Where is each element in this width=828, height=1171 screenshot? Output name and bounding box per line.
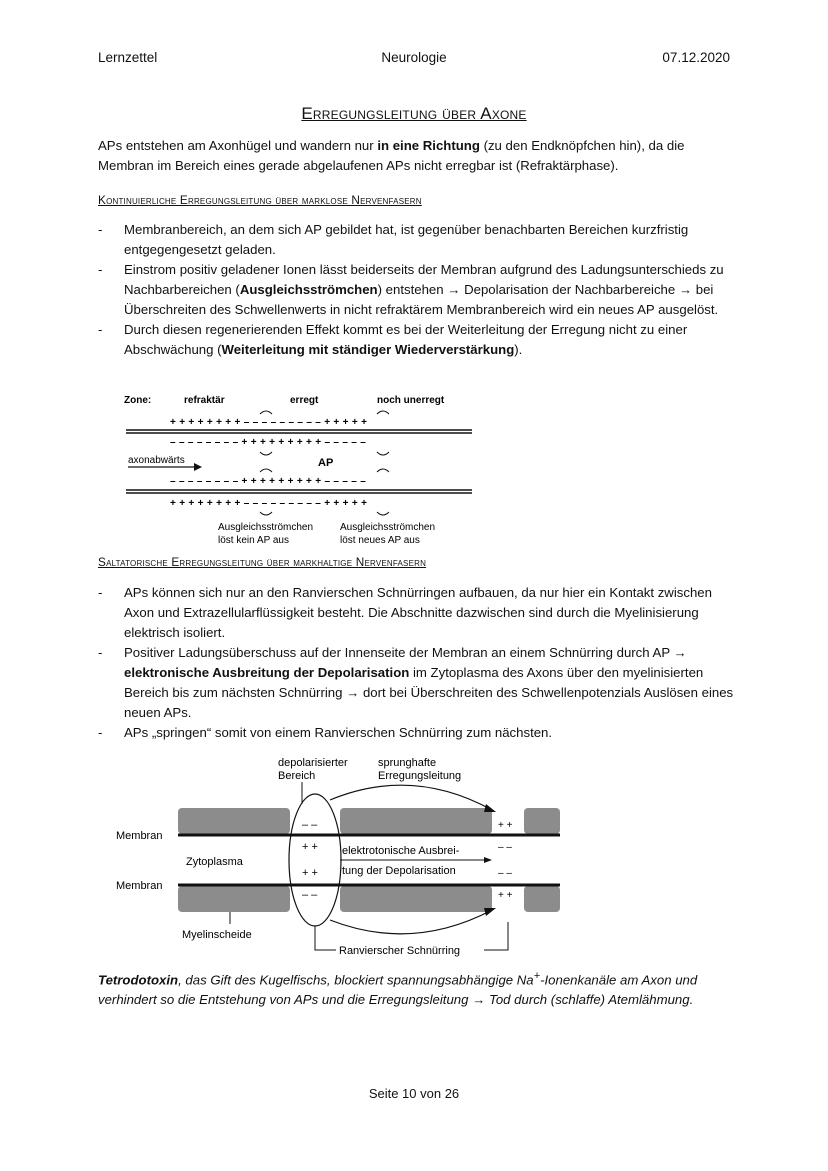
fig1-current-arrow-icon bbox=[260, 512, 272, 515]
fig1-caption-right-2: löst neues AP aus bbox=[340, 535, 420, 546]
item-text: Positiver Ladungsüberschuss auf der Innenseite der Membran an einem Schnürring durch AP → bbox=[124, 645, 687, 660]
item-text: ). bbox=[514, 342, 523, 357]
fig1-charges-outer-top: + + + + + + + + – – – – – – – – – + + + + + bbox=[170, 417, 368, 428]
fig1-current-arrow-icon bbox=[260, 469, 272, 472]
item-text: im Zytoplasma des Axons über den myelinisierten Bereich bis zum nächsten Schnürring → dort bei Überschreiten des Schwellenpotenzials Auslösen eines neuen APs. bbox=[124, 665, 734, 720]
fig1-current-arrow-icon bbox=[260, 411, 272, 414]
fig2-right-charge: + + bbox=[498, 820, 513, 831]
fig1-charges-inner-top: – – – – – – – – + + + + + + + + + – – – – – bbox=[170, 437, 367, 448]
section1-list bbox=[98, 220, 738, 360]
list-item bbox=[98, 583, 738, 643]
fig1-zone-label: Zone: bbox=[124, 395, 152, 406]
fig2-node-charge: – – bbox=[302, 889, 318, 901]
fig1-current-arrow-icon bbox=[377, 512, 389, 515]
fig1-ap-label: AP bbox=[318, 457, 334, 469]
item-text: ) entstehen → Depolarisation der Nachbarbereiche → bei Überschreiten des Schwellenwerts in nicht refraktärem Membranbereich wird ein neues AP ausgelöst. bbox=[124, 282, 719, 317]
item-text: Durch diesen regenerierenden Effekt kommt es bei der Weiterleitung der Erregung nicht zu einer Abschwächung ( bbox=[124, 322, 688, 357]
fig2-jump-arc-bottom-icon bbox=[330, 910, 492, 934]
fig1-current-arrow-icon bbox=[260, 452, 272, 455]
fig1-excited-label: erregt bbox=[290, 395, 319, 406]
fig1-charges-outer-bottom: + + + + + + + + – – – – – – – – – + + + + + bbox=[170, 498, 368, 509]
item-text: Einstrom positiv geladener Ionen lässt beiderseits der Membran aufgrund des Ladungsunterschieds zu Nachbarbereichen ( bbox=[124, 262, 724, 297]
fig2-arrowhead-icon bbox=[484, 804, 496, 812]
list-item bbox=[98, 320, 738, 360]
fig2-node-charge: + + bbox=[302, 841, 318, 853]
fig2-arrowhead-icon bbox=[484, 908, 496, 916]
fig1-current-arrow-icon bbox=[377, 411, 389, 414]
fig1-direction-label: axonabwärts bbox=[128, 455, 185, 466]
fig2-saltatory-1: sprunghafte bbox=[378, 757, 437, 769]
fig2-node-bracket bbox=[315, 926, 336, 950]
fig2-myelin-label: Myelinscheide bbox=[182, 929, 252, 941]
fig2-right-charge: – – bbox=[498, 842, 512, 853]
intro-text-1: APs entstehen am Axonhügel und wandern nur bbox=[98, 138, 378, 153]
list-item bbox=[98, 260, 738, 320]
fig2-jump-arc-top-icon bbox=[330, 785, 492, 810]
intro-bold: in eine Richtung bbox=[377, 138, 480, 153]
saltatory-conduction-figure bbox=[112, 752, 562, 964]
header-center: Neurologie bbox=[381, 50, 447, 65]
item-text: Membranbereich, an dem sich AP gebildet hat, ist gegenüber benachbarten Bereichen kurzfristig entgegengesetzt geladen. bbox=[124, 222, 689, 257]
fig2-right-charge: – – bbox=[498, 868, 512, 879]
footnote-text-1: , das Gift des Kugelfischs, blockiert spannungsabhängige Na bbox=[178, 972, 534, 988]
section2-title: Saltatorische Erregungsleitung über markhaltige Nervenfasern bbox=[98, 555, 427, 569]
fig2-myelin-block bbox=[178, 886, 290, 912]
fig2-spread-2: tung der Depolarisation bbox=[342, 865, 456, 877]
fig2-right-charge: + + bbox=[498, 890, 513, 901]
fig1-caption-left-2: löst kein AP aus bbox=[218, 535, 289, 546]
fig2-membrane-bottom-label: Membran bbox=[116, 880, 163, 892]
item-bold: Weiterleitung mit ständiger Wiederverstärkung bbox=[221, 342, 515, 357]
fig1-direction-arrowhead-icon bbox=[194, 463, 202, 471]
fig2-node-bracket bbox=[484, 922, 508, 950]
intro-text-2: (zu den Endknöpfchen hin), da die Membran im Bereich eines gerade abgelaufenen APs nicht erregbar ist (Refraktärphase). bbox=[98, 138, 685, 173]
fig1-caption-right-1: Ausgleichsströmchen bbox=[340, 522, 436, 533]
continuous-conduction-figure bbox=[122, 388, 482, 548]
fig2-myelin-block bbox=[524, 808, 560, 834]
footnote-text-2: -Ionenkanäle am Axon und verhindert so die Entstehung von APs und die Erregungsleitung → Tod durch (schlaffe) Atemlähmung. bbox=[98, 972, 698, 1008]
fig2-spread-arrowhead-icon bbox=[484, 857, 492, 863]
fig2-saltatory-2: Erregungsleitung bbox=[378, 770, 462, 782]
item-bold: Ausgleichsströmchen bbox=[239, 282, 378, 297]
footnote-sup: + bbox=[533, 970, 541, 982]
fig1-current-arrow-icon bbox=[377, 452, 389, 455]
fig2-spread-1: elektrotonische Ausbrei- bbox=[342, 845, 460, 857]
fig2-node-charge: + + bbox=[302, 867, 318, 879]
page-number: Seite 10 von 26 bbox=[368, 1086, 460, 1101]
footnote-bold: Tetrodotoxin bbox=[98, 972, 179, 988]
item-text: APs können sich nur an den Ranvierschen Schnürringen aufbauen, da nur hier ein Kontakt zwischen Axon und Extrazellularflüssigkeit besteht. Die Abschnitte dazwischen sind durch die Myelinisierung elektrisch isoliert. bbox=[124, 585, 712, 640]
fig2-myelin-block bbox=[340, 886, 492, 912]
fig2-cytoplasm-label: Zytoplasma bbox=[186, 856, 243, 868]
page-title: Erregungsleitung über Axone bbox=[301, 104, 527, 123]
section1-title: Kontinuierliche Erregungsleitung über marklose Nervenfasern bbox=[98, 193, 422, 207]
section2-list bbox=[98, 583, 738, 743]
fig1-refractory-label: refraktär bbox=[184, 395, 225, 406]
item-text: APs „springen“ somit von einem Ranvierschen Schnürring zum nächsten. bbox=[124, 725, 553, 740]
fig2-depolarized-1: depolarisierter bbox=[278, 757, 348, 769]
fig2-node-ellipse bbox=[289, 794, 341, 926]
fig1-caption-left-1: Ausgleichsströmchen bbox=[218, 522, 314, 533]
fig2-membrane-top-label: Membran bbox=[116, 830, 163, 842]
fig2-depolarized-2: Bereich bbox=[278, 770, 316, 782]
list-item bbox=[98, 723, 738, 743]
fig1-charges-inner-bottom: – – – – – – – – + + + + + + + + + – – – – – bbox=[170, 476, 367, 487]
header-date: 07.12.2020 bbox=[662, 50, 730, 65]
item-bold: elektronische Ausbreitung der Depolarisation bbox=[124, 665, 410, 680]
fig1-unexcited-label: noch unerregt bbox=[377, 395, 445, 406]
list-item bbox=[98, 220, 738, 260]
list-item bbox=[98, 643, 738, 723]
fig2-node-label: Ranvierscher Schnürring bbox=[339, 945, 461, 957]
fig2-myelin-block bbox=[524, 886, 560, 912]
fig2-myelin-block bbox=[178, 808, 290, 834]
header-left: Lernzettel bbox=[98, 50, 158, 65]
tetrodotoxin-note bbox=[98, 966, 738, 1010]
fig1-current-arrow-icon bbox=[377, 469, 389, 472]
fig2-myelin-block bbox=[340, 808, 492, 834]
intro-paragraph bbox=[98, 136, 738, 176]
fig2-node-charge: – – bbox=[302, 819, 318, 831]
